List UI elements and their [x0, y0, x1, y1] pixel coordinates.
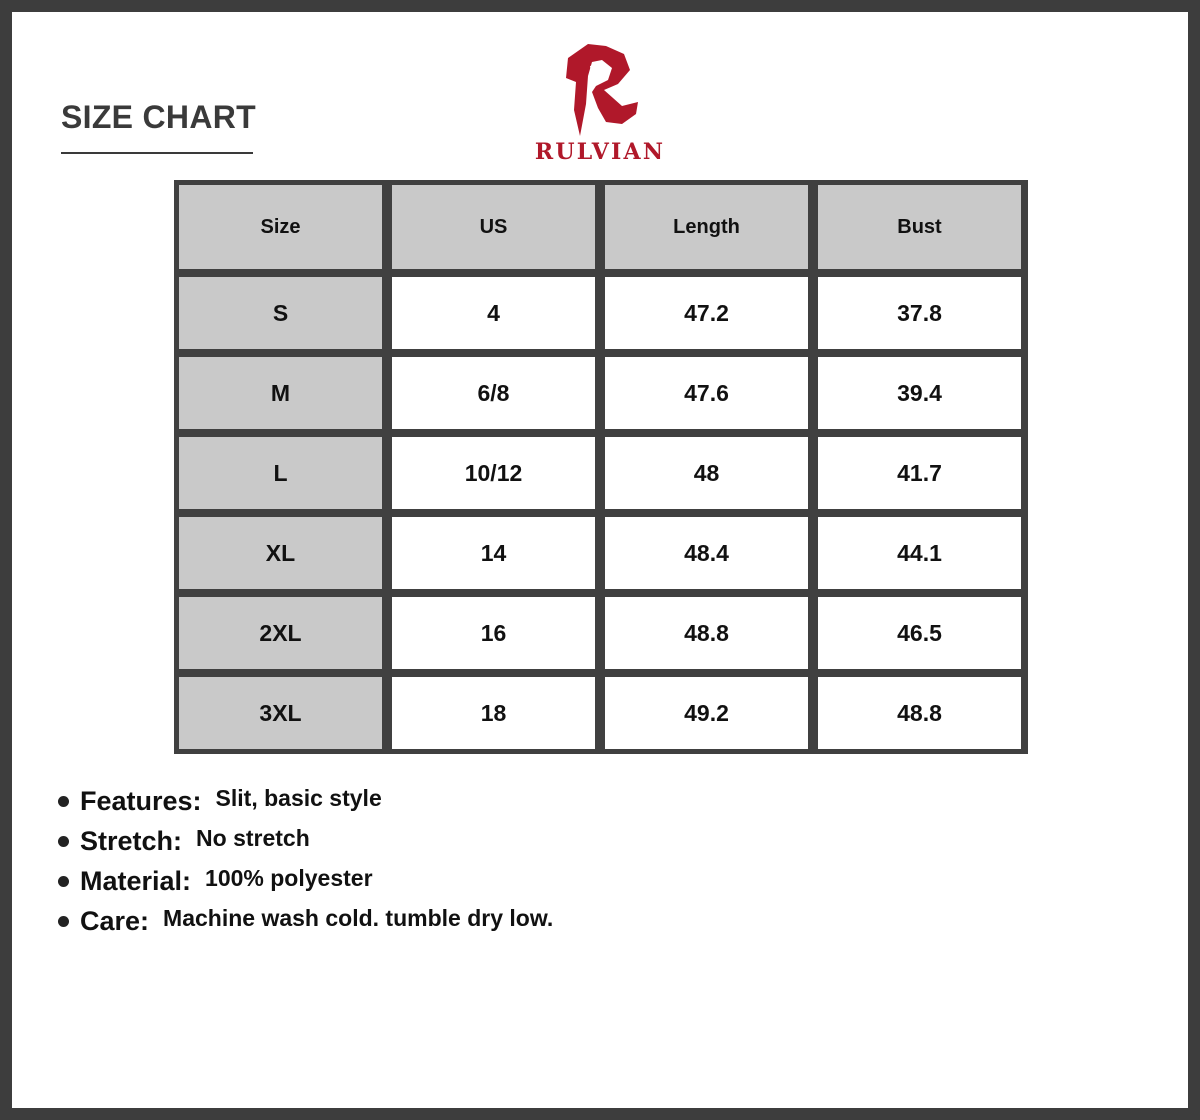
table-cell: 48.8: [818, 677, 1021, 749]
detail-label: Material:: [80, 866, 192, 896]
column-header: Length: [605, 185, 808, 269]
size-cell: 2XL: [179, 597, 382, 669]
column-header: Bust: [818, 185, 1021, 269]
size-cell: XL: [179, 517, 382, 589]
detail-value: 100% polyester: [205, 865, 373, 891]
table-cell: 47.6: [605, 357, 808, 429]
table-cell: 18: [392, 677, 595, 749]
detail-features: [58, 786, 553, 826]
detail-label: Care:: [80, 906, 150, 936]
table-cell: 49.2: [605, 677, 808, 749]
logo-r-icon: [562, 40, 642, 136]
page-title: SIZE CHART: [61, 99, 256, 135]
detail-label: Stretch:: [80, 826, 183, 856]
detail-value: Slit, basic style: [215, 785, 382, 811]
table-cell: 4: [392, 277, 595, 349]
table-cell: 10/12: [392, 437, 595, 509]
detail-label: Features:: [80, 786, 202, 816]
size-table: [174, 180, 1028, 754]
table-cell: 6/8: [392, 357, 595, 429]
column-header: Size: [179, 185, 382, 269]
bullet-icon: [58, 796, 69, 807]
table-cell: 48: [605, 437, 808, 509]
product-details-list: [58, 786, 553, 946]
table-cell: 46.5: [818, 597, 1021, 669]
detail-material: [58, 866, 553, 906]
size-cell: S: [179, 277, 382, 349]
size-cell: L: [179, 437, 382, 509]
table-cell: 14: [392, 517, 595, 589]
table-cell: 41.7: [818, 437, 1021, 509]
table-cell: 44.1: [818, 517, 1021, 589]
bullet-icon: [58, 836, 69, 847]
bullet-icon: [58, 916, 69, 927]
detail-stretch: [58, 826, 553, 866]
detail-care: [58, 906, 553, 946]
brand-logo: [518, 40, 682, 166]
table-cell: 48.4: [605, 517, 808, 589]
table-cell: 48.8: [605, 597, 808, 669]
title-underline: [61, 152, 253, 154]
size-cell: M: [179, 357, 382, 429]
bullet-icon: [58, 876, 69, 887]
table-cell: 47.2: [605, 277, 808, 349]
table-cell: 37.8: [818, 277, 1021, 349]
size-cell: 3XL: [179, 677, 382, 749]
detail-value: No stretch: [196, 825, 310, 851]
column-header: US: [392, 185, 595, 269]
table-cell: 16: [392, 597, 595, 669]
detail-value: Machine wash cold. tumble dry low.: [163, 905, 554, 931]
table-cell: 39.4: [818, 357, 1021, 429]
brand-name: RULVIAN: [534, 139, 666, 165]
